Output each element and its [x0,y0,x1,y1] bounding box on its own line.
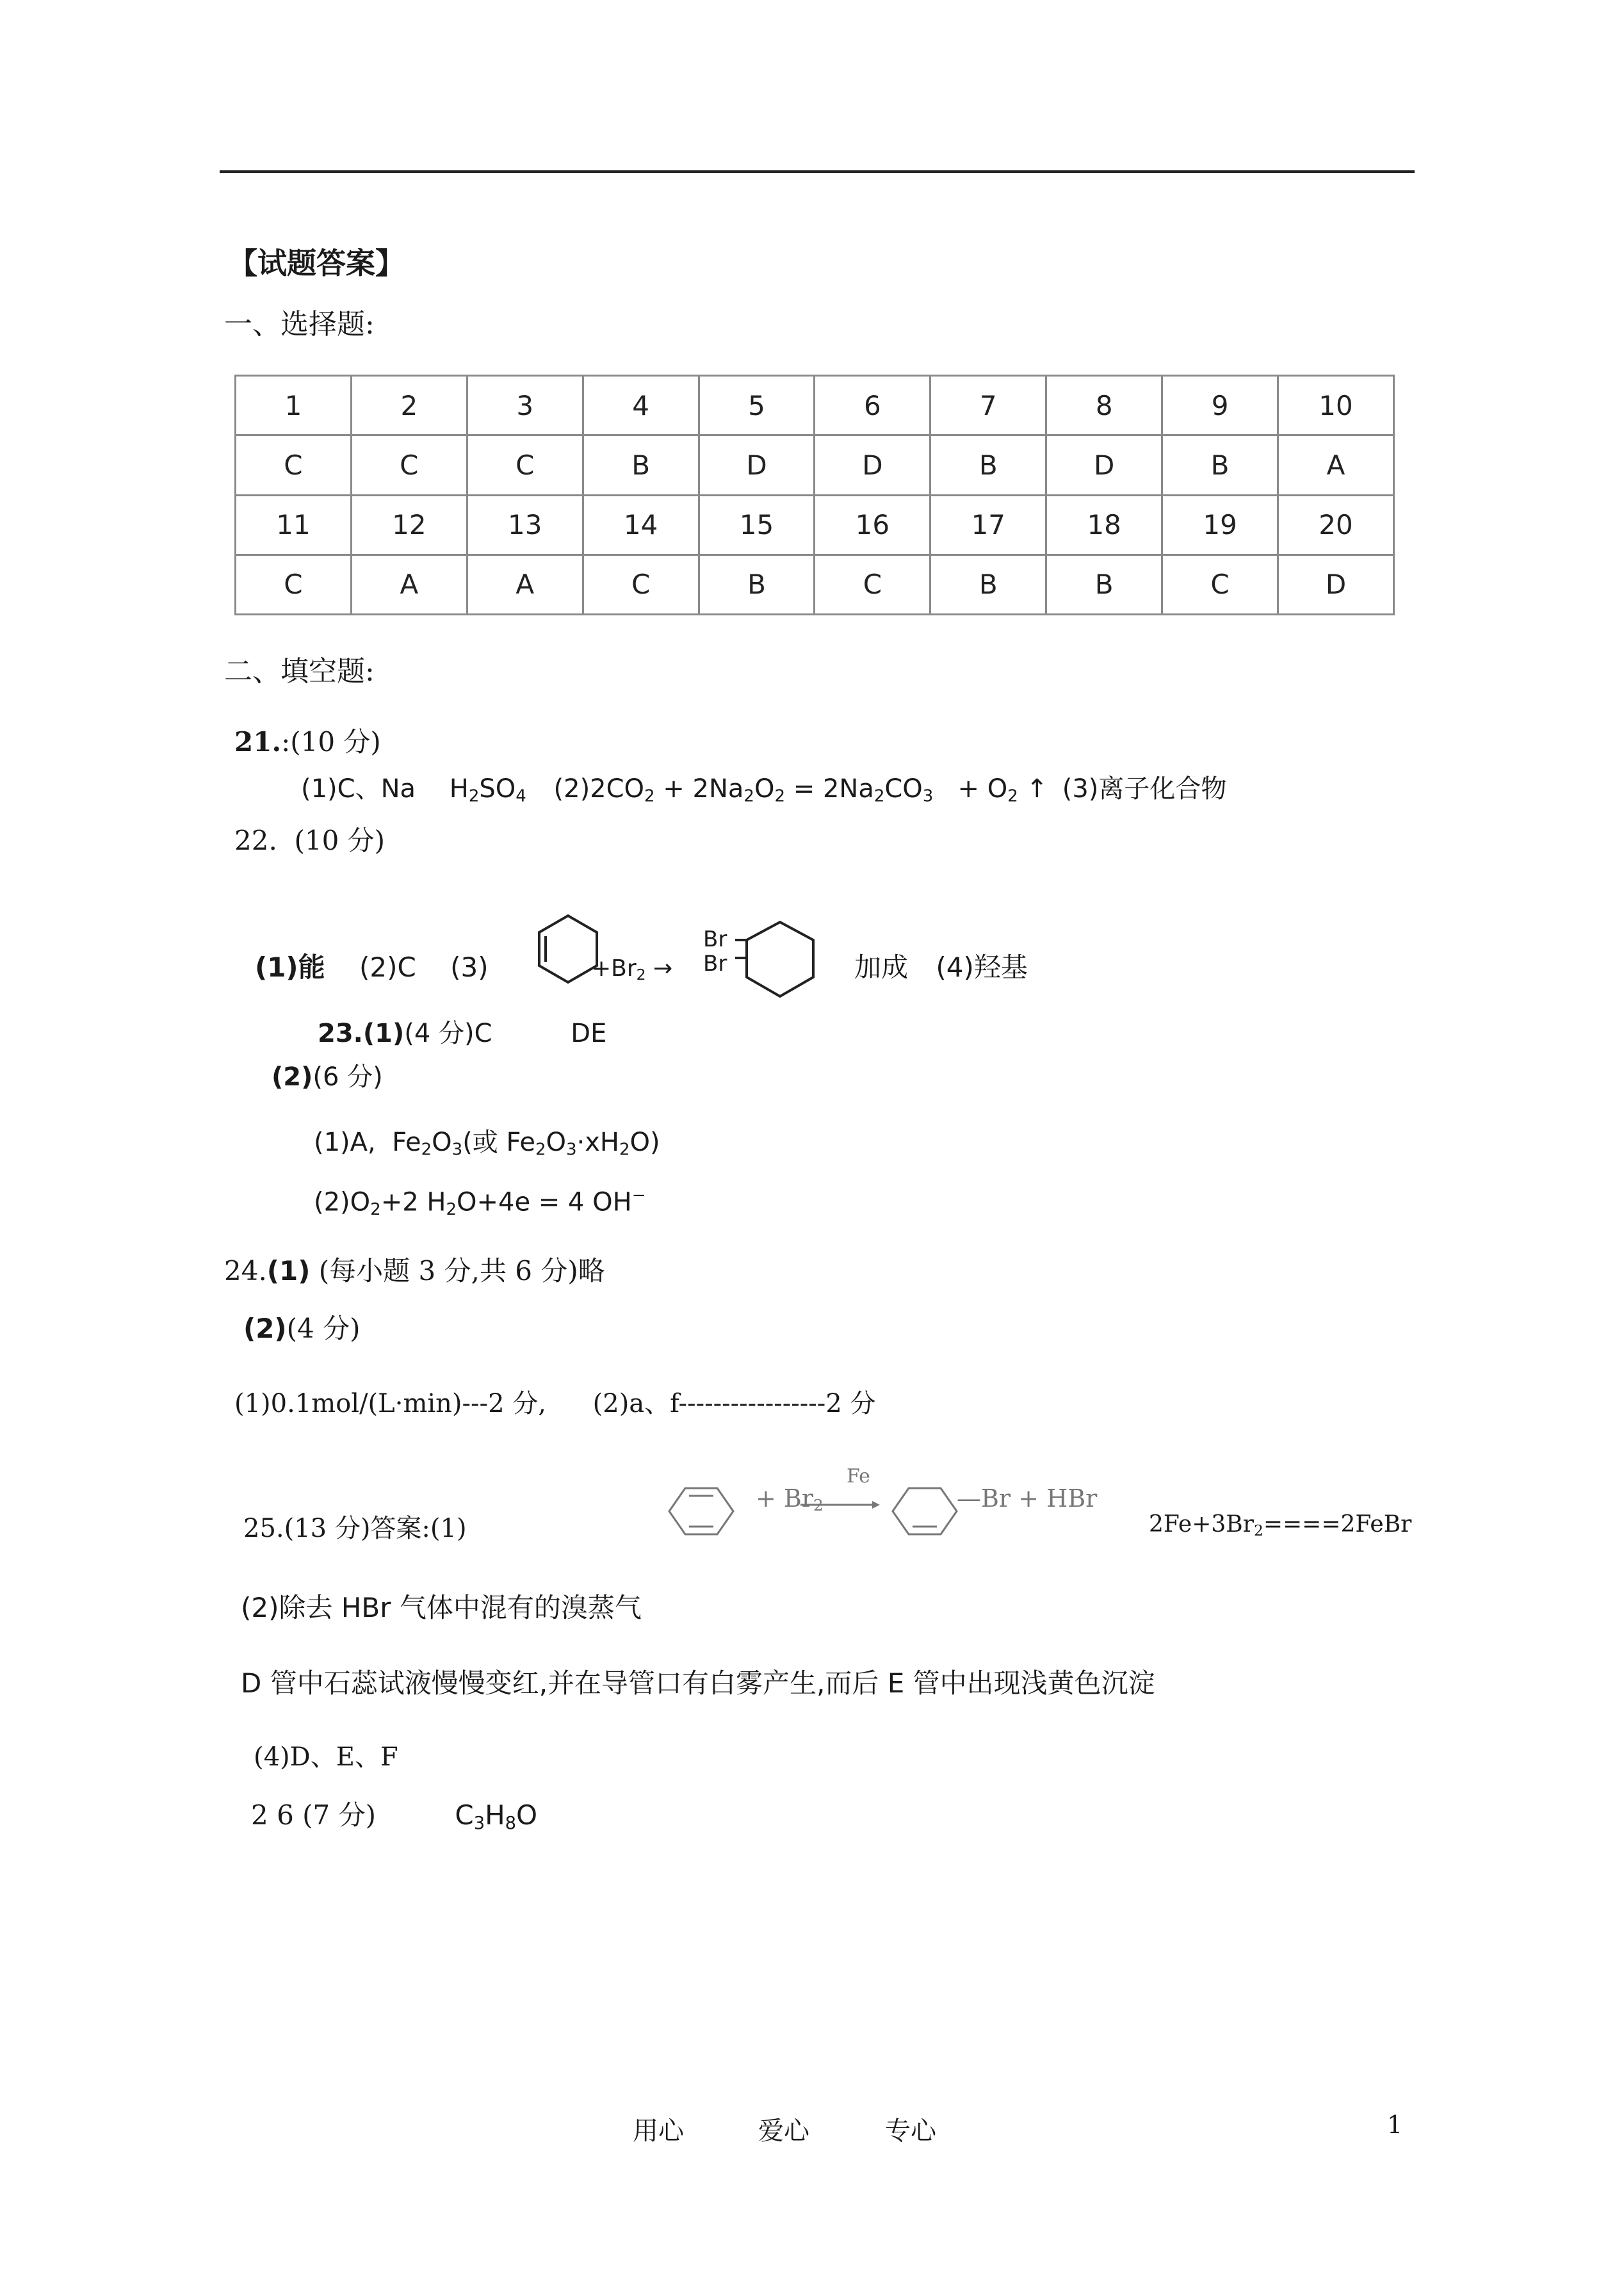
table-cell: 15 [699,495,815,555]
q21-score: :(10 分) [281,726,381,758]
table-cell: 14 [583,495,699,555]
q22-reagent: $+Br_2$ → [592,955,673,984]
q26-answer: $C_3H_8O$ [455,1799,538,1833]
choice-answer-table [234,375,1395,615]
footer-motto-3: 专心 [885,2116,936,2146]
table-cell: C [1162,555,1278,614]
page-number: 1 [1387,2111,1403,2139]
table-cell: 19 [1162,495,1278,555]
table-cell: 18 [1046,495,1162,555]
table-cell: B [1046,555,1162,614]
table-cell: 16 [815,495,930,555]
table-cell: C [236,555,352,614]
q24-line1: 24.(1) (每小题 3 分,共 6 分)略 [224,1255,605,1286]
table-cell: C [583,555,699,614]
answers-title: 【试题答案】 [228,246,405,280]
table-cell: A [351,555,467,614]
q21-answer-line [301,768,1226,806]
q22-heading [234,820,385,858]
q25-catalyst: Fe [847,1465,870,1488]
q22-part3: (3) [450,952,489,983]
table-cell: 1 [236,376,352,435]
q21-heading [234,721,381,759]
q25-line3: D 管中石蕊试液慢慢变红,并在导管口有白雾产生,而后 E 管中出现浅黄色沉淀 [241,1667,1155,1699]
q22-number: 22. [234,825,277,856]
table-cell: C [236,435,352,495]
table-cell: A [1278,435,1394,495]
table-cell: 10 [1278,376,1394,435]
q23-line1: 23.(1)(4 分)C DE [318,1019,607,1048]
q22-answer-line [255,946,489,985]
table-cell: 17 [930,495,1046,555]
table-cell: C [467,435,583,495]
table-cell: 5 [699,376,815,435]
q24-line2: (2)(4 分) [243,1313,361,1344]
footer-motto-2: 爱心 [758,2116,809,2146]
q21-part2-equation: $(2)2CO_2 + 2Na_2O_2 = 2Na_2CO_3 + O_2$ ↑ [553,774,1048,806]
q25-iron-equation: $2Fe+3Br_2====2FeBr$ [1149,1511,1412,1539]
table-cell: B [583,435,699,495]
table-cell: 13 [467,495,583,555]
table-cell: 7 [930,376,1046,435]
q23-line3: (1)A, $Fe_2O_3$(或 $Fe_2O_3\cdot xH_2O$) [314,1128,660,1160]
q22-part4: (4)羟基 [936,952,1028,983]
table-cell: D [1046,435,1162,495]
table-cell: B [930,435,1046,495]
q22-part2: (2)C [359,952,416,983]
table-row [236,435,1394,495]
q22-answer-line-2 [854,946,1028,985]
table-cell: 8 [1046,376,1162,435]
section-fill-heading: 二、填空题: [224,655,375,688]
footer-motto-1: 用心 [633,2116,684,2146]
q25-reagent: + $Br_2$ [756,1484,824,1515]
q25-product: —Br + HBr [957,1484,1098,1512]
q23-line4: $(2)O_2+2$ $H_2O+4e = 4$ OH− [314,1186,646,1220]
table-cell: 9 [1162,376,1278,435]
q22-part3-type: 加成 [854,952,909,983]
table-cell: 6 [815,376,930,435]
dibromocyclohexane-structure-icon [735,918,818,1002]
q21-part1-formula: $H_2SO_4$ [449,774,526,806]
q25-heading: 25.(13 分)答案:(1) [243,1514,467,1543]
section-choice-heading: 一、选择题: [224,308,375,341]
table-cell: D [815,435,930,495]
table-cell: D [699,435,815,495]
table-cell: 2 [351,376,467,435]
table-cell: 4 [583,376,699,435]
table-cell: C [351,435,467,495]
q22-score: (10 分) [294,825,386,856]
table-row [236,376,1394,435]
table-cell: B [699,555,815,614]
q26-line: 2 6 (7 分) $C_3H_8O$ [251,1799,538,1833]
gas-arrow-icon: ↑ [1026,774,1048,804]
table-row [236,555,1394,614]
header-rule [220,170,1415,173]
q24-line3: (1)0.1mol/(L·min)---2 分, (2)a、f-----------------2 分 [234,1389,876,1418]
table-cell: 20 [1278,495,1394,555]
table-cell: B [1162,435,1278,495]
q22-product-bromines: Br Br [703,927,727,977]
table-cell: C [815,555,930,614]
q25-line2: (2)除去 HBr 气体中混有的溴蒸气 [241,1592,642,1623]
q22-part1: (1)能 [255,952,325,983]
table-cell: 12 [351,495,467,555]
q25-line4: (4)D、E、F [254,1742,398,1772]
q21-part3: (3)离子化合物 [1062,774,1227,804]
table-cell: D [1278,555,1394,614]
table-cell: B [930,555,1046,614]
q21-number: 21. [234,726,282,758]
table-row [236,495,1394,555]
table-cell: 3 [467,376,583,435]
table-cell: 11 [236,495,352,555]
q21-part1: (1)C、Na [301,774,416,804]
reaction-arrow-icon: → [653,955,673,982]
q23-line2: (2)(6 分) [272,1062,383,1092]
table-cell: A [467,555,583,614]
